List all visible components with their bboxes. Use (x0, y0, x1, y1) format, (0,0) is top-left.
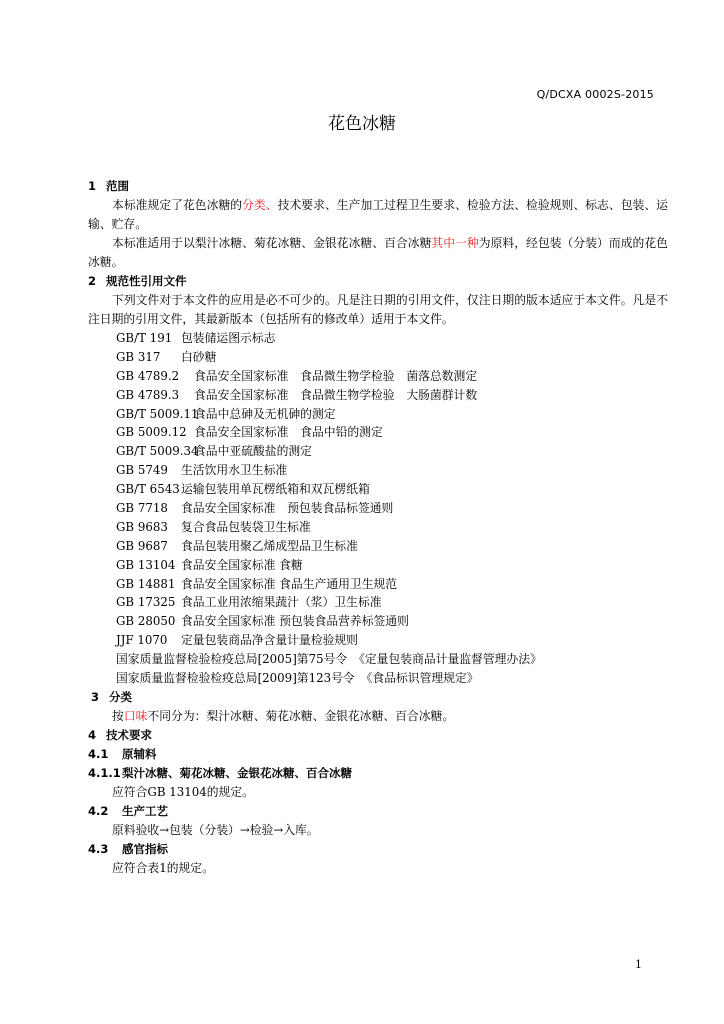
reference-code: GB/T 191 (116, 331, 173, 345)
highlighted-text: 其中一种 (431, 236, 479, 250)
text-run: 本标准适用于以梨汁冰糖、菊花冰糖、金银花冰糖、百合冰糖 (112, 236, 432, 250)
page-number: 1 (635, 958, 642, 971)
reference-code: GB/T 5009.34 (116, 444, 199, 459)
reference-code: GB/T 6543 (116, 482, 180, 497)
reference-code: GB 317 (116, 349, 161, 364)
reference-code: GB 14881 (116, 576, 176, 591)
section-title: 范围 (106, 179, 129, 193)
reference-code: GB/T 5009.11 (116, 406, 199, 421)
section-number: 4.1 (88, 746, 109, 761)
reference-code: GB 5749 (116, 463, 168, 478)
reference-code: GB 13104 (116, 557, 176, 572)
section-title: 规范性引用文件 (106, 274, 187, 288)
reference-item (88, 593, 668, 612)
section-4-heading (88, 726, 668, 745)
sensory-paragraph: 应符合表1的规定。 (112, 860, 214, 875)
text-run: 技术要求、生产加工过程卫生要求、检验方法、检验规则、标志、包装、运输、贮存。 (88, 198, 668, 231)
section-4-1-1-heading (88, 764, 668, 783)
section-title: 感官指标 (122, 841, 168, 856)
text-run: 按 (112, 708, 124, 723)
section-number: 4 (88, 727, 97, 742)
reference-item (88, 480, 668, 499)
section-1-heading (88, 177, 668, 196)
text-run: 本标准规定了花色冰糖的 (112, 198, 243, 212)
section-4-3-heading (88, 840, 668, 859)
reference-title: 白砂糖 (181, 349, 217, 364)
reference-title: 生活饮用水卫生标准 (181, 463, 288, 478)
section-number: 3 (91, 689, 100, 704)
reference-item (88, 518, 668, 537)
section-number: 1 (88, 179, 97, 193)
reference-item (88, 631, 668, 650)
reference-item (88, 499, 668, 518)
reference-code: GB 28050 (116, 614, 176, 629)
raw-material-paragraph: 应符合GB 13104的规定。 (112, 784, 254, 799)
section-title: 生产工艺 (122, 803, 168, 818)
reference-item (88, 575, 668, 594)
section-4-1-heading (88, 745, 668, 764)
reference-title: 食品包装用聚乙烯成型品卫生标准 (181, 538, 358, 553)
reference-code: GB 9687 (116, 538, 168, 553)
text-run: 为原料，经包装（分装）而成的花色冰糖。 (88, 236, 668, 269)
section-title: 分类 (109, 689, 132, 704)
reference-item (88, 442, 668, 461)
section-number: 4.3 (88, 841, 109, 856)
reference-item (88, 405, 668, 424)
reference-code: JJF 1070 (116, 633, 168, 648)
reference-item (88, 423, 668, 442)
section-3-heading (88, 688, 668, 707)
reference-item (88, 367, 668, 386)
section-title: 梨汁冰糖、菊花冰糖、金银花冰糖、百合冰糖 (122, 765, 352, 780)
highlighted-text: 分类、 (242, 198, 278, 212)
section-title: 原辅料 (122, 746, 157, 761)
section-number: 4.2 (88, 803, 109, 818)
reference-title: 食品工业用浓缩果蔬汁（浆）卫生标准 (181, 595, 382, 610)
reference-item (88, 537, 668, 556)
reference-title: 食品中总砷及无机砷的测定 (194, 406, 336, 421)
reference-title: 食品安全国家标准 预包装食品营养标签通则 (181, 614, 409, 629)
reference-code: GB 17325 (116, 595, 176, 610)
scope-paragraph-2 (88, 234, 668, 272)
highlighted-text: 口味 (123, 708, 148, 723)
reference-title: 食品安全国家标准 食糖 (181, 557, 303, 572)
section-title: 技术要求 (106, 727, 152, 742)
normative-intro: 下列文件对于本文件的应用是必不可少的。凡是注日期的引用文件，仅注日期的版本适应于本文件。凡是不注日期的引用文件，其最新版本（包括所有的修改单）适用于本文件。 (88, 293, 668, 326)
standard-number: Q/DCXA 0002S-2015 (536, 88, 654, 101)
classification-paragraph (88, 707, 668, 726)
text-run: 不同分为：梨汁冰糖、菊花冰糖、金银花冰糖、百合冰糖。 (147, 708, 455, 723)
decree-item: 国家质量监督检验检疫总局[2009]第123号令 《食品标识管理规定》 (116, 671, 479, 686)
scope-paragraph-1 (88, 196, 668, 234)
reference-code: GB 9683 (116, 519, 168, 534)
reference-code: GB 4789.2 (116, 368, 180, 383)
reference-item (88, 329, 668, 348)
reference-title: 食品安全国家标准 预包装食品标签通则 (181, 501, 394, 516)
reference-code: GB 7718 (116, 501, 168, 516)
process-paragraph: 原料验收→包装（分装）→检验→入库。 (112, 822, 319, 837)
reference-code: GB 5009.12 (116, 425, 187, 440)
decree-item: 国家质量监督检验检疫总局[2005]第75号令 《定量包装商品计量监督管理办法》 (116, 652, 542, 667)
reference-title: 食品安全国家标准 食品微生物学检验 菌落总数测定 (194, 368, 478, 383)
section-4-2-heading (88, 802, 668, 821)
reference-item (88, 386, 668, 405)
reference-item (88, 461, 668, 480)
reference-title: 包装储运图示标志 (181, 331, 276, 345)
reference-title: 食品安全国家标准 食品中铅的测定 (194, 425, 383, 440)
section-2-heading (88, 272, 668, 291)
reference-title: 食品安全国家标准 食品微生物学检验 大肠菌群计数 (194, 387, 478, 402)
reference-item (88, 612, 668, 631)
reference-title: 复合食品包装袋卫生标准 (181, 519, 311, 534)
reference-code: GB 4789.3 (116, 387, 180, 402)
section-number: 4.1.1 (88, 765, 121, 780)
document-body (88, 177, 668, 878)
reference-title: 食品安全国家标准 食品生产通用卫生规范 (181, 576, 398, 591)
reference-title: 定量包装商品净含量计量检验规则 (181, 633, 358, 648)
reference-item (88, 556, 668, 575)
section-number: 2 (88, 274, 97, 288)
reference-title: 食品中亚硫酸盐的测定 (194, 444, 312, 459)
reference-item (88, 348, 668, 367)
document-title: 花色冰糖 (328, 114, 396, 134)
reference-title: 运输包装用单瓦楞纸箱和双瓦楞纸箱 (181, 482, 370, 497)
